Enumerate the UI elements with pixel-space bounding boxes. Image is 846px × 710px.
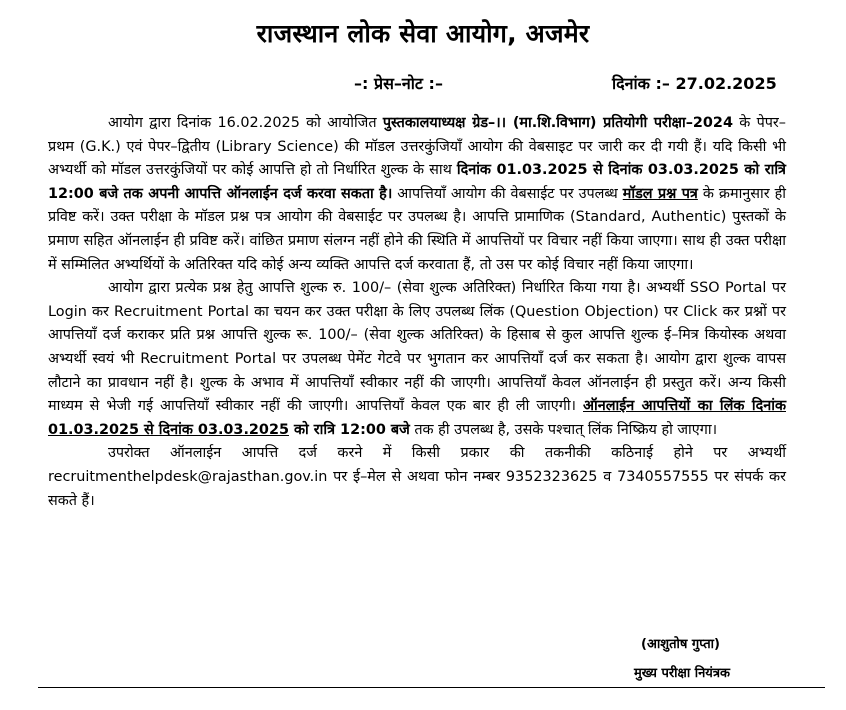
para3-text-1: उपरोक्त ऑनलाईन आपत्ति दर्ज करने में किसी प्रकार की तकनीकी कठिनाई होने पर अभ्यर्थी [108, 445, 786, 462]
objection-link-dates: ऑनलाईन आपत्तियों का लिंक दिनांक 01.03.2025 से दिनांक 03.03.2025 [48, 398, 786, 438]
helpdesk-email: recruitmenthelpdesk@rajasthan.gov.in [48, 468, 328, 485]
press-note-date: दिनांक :– 27.02.2025 [612, 74, 777, 93]
para1-text-1: आयोग द्वारा दिनांक 16.02.2025 को आयोजित [108, 115, 383, 131]
signatory-name: (आशुतोष गुप्ता) [641, 637, 720, 652]
press-note-body [48, 112, 786, 513]
press-note-heading: –: प्रेस–नोट :– [354, 74, 443, 93]
para2-text-3: तक ही उपलब्ध है, उसके पश्चात् लिंक निष्क्रिय हो जाएगा। [409, 421, 718, 438]
objection-link-time: को रात्रि 12:00 बजे [288, 421, 410, 438]
paragraph-3 [48, 442, 786, 513]
para1-text-3: आपत्तियाँ आयोग की वेबसाईट पर उपलब्ध [392, 185, 623, 202]
para1-text-2: के पेपर–प्रथम (G.K.) एवं पेपर–द्वितीय (Library Science) की मॉडल उत्तरकुंजियाँ आयोग की वेबसाइट पर जारी कर दी गयी हैं। यदि किसी भी अभ्यर्थी को मॉडल उत्तरकुंजियों पर कोई आपत्ति हो तो निर्धारित शुल्क के साथ [48, 115, 787, 179]
model-question-paper: मॉडल प्रश्न पत्र [622, 185, 698, 202]
page-title: राजस्थान लोक सेवा आयोग, अजमेर [256, 19, 590, 48]
para3-text-2: पर ई–मेल से अथवा फोन नम्बर 9352323625 व 7340557555 पर संपर्क कर सकते हैं। [48, 468, 786, 509]
exam-name: पुस्तकालयाध्यक्ष ग्रेड–।। (मा.शि.विभाग) प्रतियोगी परीक्षा–2024 [382, 115, 733, 131]
signatory-designation: मुख्य परीक्षा नियंत्रक [634, 666, 731, 681]
para1-text-4: के क्रमानुसार ही प्रविष्ट करें। उक्त परीक्षा के मॉडल प्रश्न पत्र आयोग की वेबसाईट पर उपलब्ध है। आपत्ति प्रामाणिक (Standard, Authentic) पुस्तकों के प्रमाण सहित ऑनलाईन ही प्रविष्ट करें। वांछित प्रमाण संलग्न नहीं होने की स्थिति में आपत्तियों पर विचार नहीं किया जाएगा। साथ ही उक्त परीक्षा में सम्मिलित अभ्यर्थियों के अतिरिक्त यदि कोई अन्य व्यक्ति आपत्ति दर्ज करवाता हैं, तो उस पर कोई विचार नहीं किया जाएगा। [48, 185, 786, 273]
paragraph-1 [48, 112, 786, 277]
footer-divider [38, 687, 825, 688]
objection-deadline: दिनांक 01.03.2025 से दिनांक 03.03.2025 को रात्रि 12:00 बजे तक अपनी आपत्ति ऑनलाईन दर्ज करवा सकता है। [48, 162, 786, 202]
paragraph-2 [48, 277, 786, 442]
para2-text-1: आयोग द्वारा प्रत्येक प्रश्न हेतु आपत्ति शुल्क रु. 100/– (सेवा शुल्क अतिरिक्त) निर्धारित किया गया है। अभ्यर्थी SSO Portal पर Login कर Recruitment Portal का चयन कर उक्त परीक्षा के लिए उपलब्ध लिंक (Question Objection) पर Click कर प्रश्नों पर आपत्तियाँ दर्ज कराकर प्रति प्रश्न आपत्ति शुल्क रू. 100/– (सेवा शुल्क अतिरिक्त) के हिसाब से कुल आपत्ति शुल्क ई–मित्र कियोस्क अथवा अभ्यर्थी स्वयं भी Recruitment Portal पर उपलब्ध पेमेंट गेटवे पर भुगतान कर आपत्तियाँ दर्ज कर सकता है। आयोग द्वारा शुल्क वापस लौटाने का प्रावधान नहीं है। शुल्क के अभाव में आपत्तियाँ स्वीकार नहीं की जाएगी। आपत्तियाँ केवल ऑनलाईन ही प्रस्तुत करें। अन्य किसी माध्यम से भेजी गई आपत्तियाँ स्वीकार नहीं की जाएगी। आपत्तियाँ केवल एक बार ही ली जाएगी। [48, 280, 786, 415]
